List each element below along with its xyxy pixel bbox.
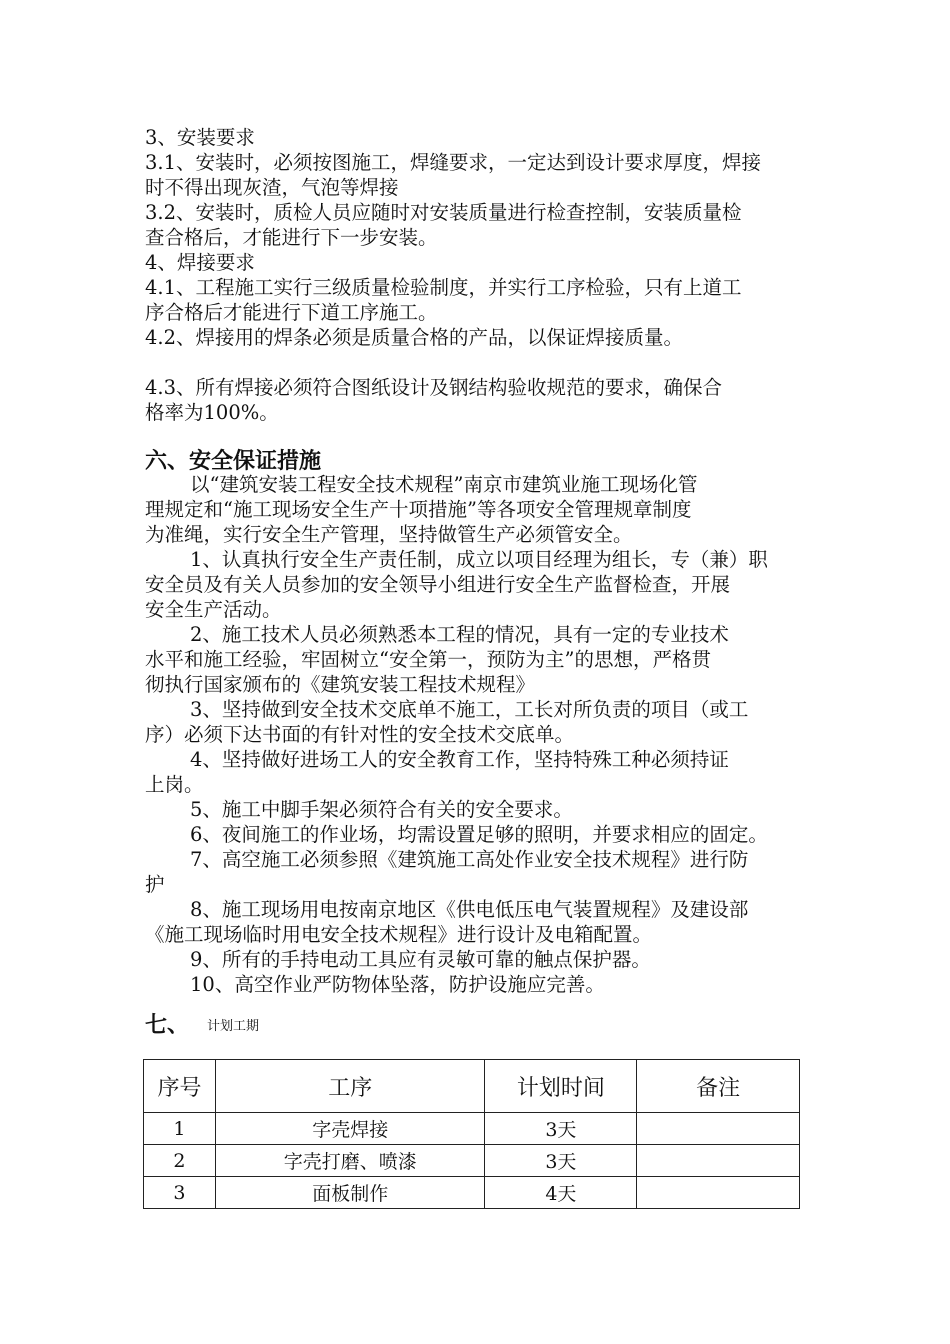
cell-remarks (637, 1145, 800, 1177)
cell-process: 面板制作 (215, 1177, 485, 1209)
paragraph-line: 上岗。 (145, 773, 204, 796)
paragraph-line: 护 (145, 873, 165, 896)
section6-heading: 六、安全保证措施 (145, 449, 322, 474)
cell-process: 字壳打磨、喷漆 (215, 1145, 485, 1177)
cell-time: 4天 (485, 1177, 637, 1209)
cell-seq: 1 (144, 1113, 216, 1145)
cell-process: 字壳焊接 (215, 1113, 485, 1145)
section4-heading: 4、焊接要求 (145, 251, 255, 274)
paragraph-line: 为准绳，实行安全生产管理，坚持做管生产必须管安全。 (145, 523, 633, 546)
paragraph-line: 安全员及有关人员参加的安全领导小组进行安全生产监督检查，开展 (145, 573, 731, 596)
section7-heading (145, 1008, 259, 1039)
paragraph-line: 安全生产活动。 (145, 598, 282, 621)
paragraph-line: 4.2、焊接用的焊条必须是质量合格的产品，以保证焊接质量。 (145, 326, 684, 349)
paragraph-line: 时不得出现灰渣，气泡等焊接 (145, 176, 399, 199)
header-remarks: 备注 (637, 1060, 800, 1113)
paragraph-line: 《施工现场临时用电安全技术规程》进行设计及电箱配置。 (145, 923, 653, 946)
paragraph-line: 4.1、工程施工实行三级质量检验制度，并实行工序检验，只有上道工 (145, 276, 742, 299)
table-row (144, 1145, 800, 1177)
paragraph-line: 10、高空作业严防物体坠落，防护设施应完善。 (190, 973, 605, 996)
paragraph-line: 6、夜间施工的作业场，均需设置足够的照明，并要求相应的固定。 (190, 823, 768, 846)
header-seq: 序号 (144, 1060, 216, 1113)
schedule-table (143, 1059, 800, 1209)
section7-number: 七、 (145, 1013, 190, 1038)
cell-remarks (637, 1113, 800, 1145)
paragraph-line: 以“建筑安装工程安全技术规程”南京市建筑业施工现场化管 (190, 473, 698, 496)
cell-seq: 3 (144, 1177, 216, 1209)
paragraph-line: 7、高空施工必须参照《建筑施工高处作业安全技术规程》进行防 (190, 848, 749, 871)
paragraph-line: 水平和施工经验，牢固树立“安全第一，预防为主”的思想，严格贯 (145, 648, 711, 671)
paragraph-line: 序）必须下达书面的有针对性的安全技术交底单。 (145, 723, 575, 746)
paragraph-line: 5、施工中脚手架必须符合有关的安全要求。 (190, 798, 573, 821)
header-planned-time: 计划时间 (485, 1060, 637, 1113)
header-process: 工序 (215, 1060, 485, 1113)
cell-seq: 2 (144, 1145, 216, 1177)
table-header-row (144, 1060, 800, 1113)
paragraph-line: 2、施工技术人员必须熟悉本工程的情况，具有一定的专业技术 (190, 623, 729, 646)
cell-time: 3天 (485, 1145, 637, 1177)
section3-heading: 3、安装要求 (145, 126, 255, 149)
paragraph-line: 3.2、安装时，质检人员应随时对安装质量进行检查控制，安装质量检 (145, 201, 742, 224)
section7-title: 计划工期 (207, 1019, 260, 1034)
cell-remarks (637, 1177, 800, 1209)
paragraph-line: 彻执行国家颁布的《建筑安装工程技术规程》 (145, 673, 536, 696)
paragraph-line: 4、坚持做好进场工人的安全教育工作，坚持特殊工种必须持证 (190, 748, 729, 771)
paragraph-line: 理规定和“施工现场安全生产十项措施”等各项安全管理规章制度 (145, 498, 692, 521)
paragraph-line: 格率为100%。 (145, 401, 279, 424)
paragraph-line: 8、施工现场用电按南京地区《供电低压电气装置规程》及建设部 (190, 898, 749, 921)
paragraph-line: 序合格后才能进行下道工序施工。 (145, 301, 438, 324)
cell-time: 3天 (485, 1113, 637, 1145)
table-row (144, 1113, 800, 1145)
table-row (144, 1177, 800, 1209)
paragraph-line: 4.3、所有焊接必须符合图纸设计及钢结构验收规范的要求，确保合 (145, 376, 723, 399)
paragraph-line: 查合格后，才能进行下一步安装。 (145, 226, 438, 249)
paragraph-line: 3.1、安装时，必须按图施工，焊缝要求，一定达到设计要求厚度，焊接 (145, 151, 762, 174)
paragraph-line: 1、认真执行安全生产责任制，成立以项目经理为组长，专（兼）职 (190, 548, 768, 571)
paragraph-line: 9、所有的手持电动工具应有灵敏可靠的触点保护器。 (190, 948, 651, 971)
paragraph-line: 3、坚持做到安全技术交底单不施工，工长对所负责的项目（或工 (190, 698, 749, 721)
